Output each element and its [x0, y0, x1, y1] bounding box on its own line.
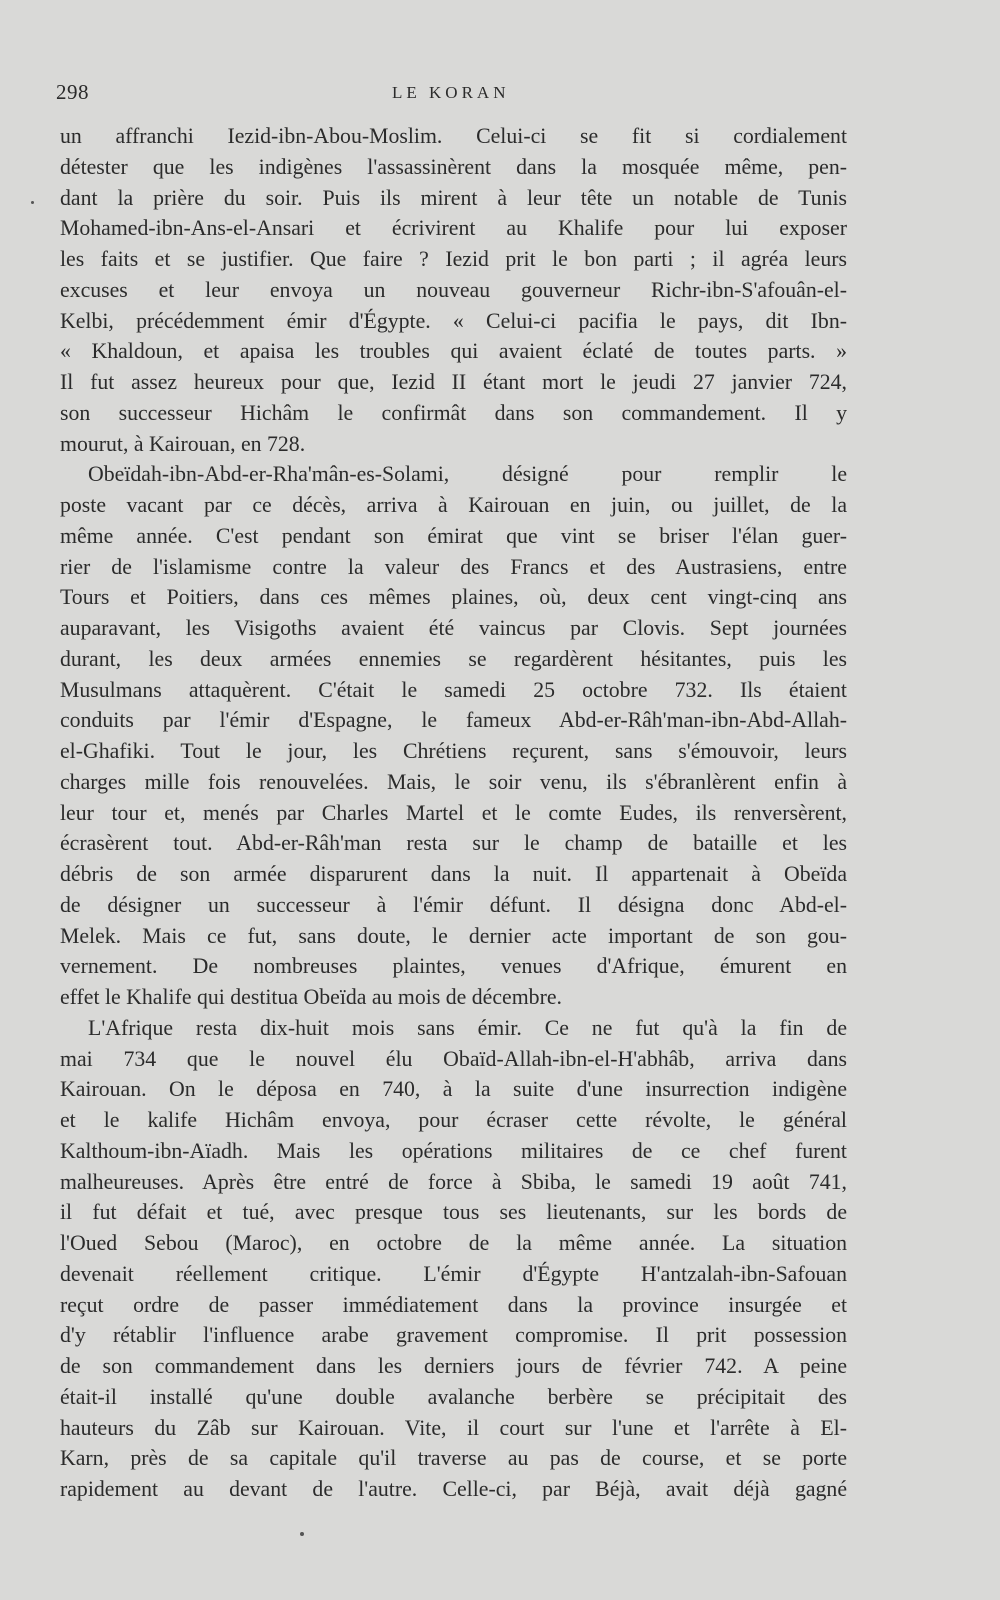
text-line: même année. C'est pendant son émirat que vint se briser l'élan guer- [60, 523, 847, 548]
page-number: 298 [56, 80, 89, 104]
text-line: leur tour et, menés par Charles Martel et le comte Eudes, ils renversèrent, [60, 800, 847, 825]
text-line: Karn, près de sa capitale qu'il traverse au pas de course, et se porte [60, 1446, 847, 1471]
text-line: Kelbi, précédemment émir d'Égypte. « Celui-ci pacifia le pays, dit Ibn- [60, 308, 847, 333]
text-line: l'Oued Sebou (Maroc), en octobre de la même année. La situation [60, 1231, 847, 1255]
text-line: conduits par l'émir d'Espagne, le fameux Abd-er-Râh'man-ibn-Abd-Allah- [60, 708, 847, 733]
text-line: mai 734 que le nouvel élu Obaïd-Allah-ibn-el-H'abhâb, arriva dans [60, 1046, 847, 1071]
text-line: rapidement au devant de l'autre. Celle-ci, par Béjà, avait déjà gagné [60, 1477, 847, 1501]
text-line: détester que les indigènes l'assassinèrent dans la mosquée même, pen- [60, 154, 847, 179]
text-line: Kalthoum-ibn-Aïadh. Mais les opérations militaires de ce chef furent [60, 1138, 847, 1163]
text-line: hauteurs du Zâb sur Kairouan. Vite, il court sur l'une et l'arrête à El- [60, 1415, 847, 1440]
text-line: auparavant, les Visigoths avaient été vaincus par Clovis. Sept journées [60, 616, 847, 640]
text-line: charges mille fois renouvelées. Mais, le soir venu, ils s'ébranlèrent enfin à [60, 769, 847, 794]
text-line: Kairouan. On le déposa en 740, à la suite d'une insurrection indigène [60, 1077, 847, 1102]
specks [300, 1532, 304, 1536]
text-line: reçut ordre de passer immédiatement dans la province insurgée et [60, 1292, 847, 1317]
text-line: el-Ghafiki. Tout le jour, les Chrétiens reçurent, sans s'émouvoir, leurs [60, 739, 847, 763]
text-line: mourut, à Kairouan, en 728. [60, 431, 306, 456]
text-line: devenait réellement critique. L'émir d'Égypte H'antzalah-ibn-Safouan [60, 1261, 847, 1286]
text-line: poste vacant par ce décès, arriva à Kairouan en juin, ou juillet, de la [60, 493, 847, 517]
text-line: débris de son armée disparurent dans la nuit. Il appartenait à Obeïda [60, 862, 847, 886]
text-line: de son commandement dans les derniers jours de février 742. A peine [60, 1354, 847, 1378]
specks [31, 201, 34, 204]
text-line: les faits et se justifier. Que faire ? Iezid prit le bon parti ; il agréa leurs [60, 247, 847, 271]
body-text [60, 121, 847, 1505]
text-line: Melek. Mais ce fut, sans doute, le dernier acte important de son gou- [60, 923, 847, 948]
text-line: Obeïdah-ibn-Abd-er-Rha'mân-es-Solami, désigné pour remplir le [88, 462, 847, 487]
text-line: écrasèrent tout. Abd-er-Râh'man resta sur le champ de bataille et les [60, 831, 847, 856]
text-line: il fut défait et tué, avec presque tous ses lieutenants, sur les bords de [60, 1200, 847, 1225]
text-line: un affranchi Iezid-ibn-Abou-Moslim. Celui-ci se fit si cordialement [60, 124, 847, 148]
text-line: dant la prière du soir. Puis ils mirent à leur tête un notable de Tunis [60, 185, 847, 210]
text-line: durant, les deux armées ennemies se regardèrent hésitantes, puis les [60, 646, 847, 671]
text-line: était-il installé qu'une double avalanche berbère se précipitait des [60, 1384, 847, 1409]
text-line: « Khaldoun, et apaisa les troubles qui avaient éclaté de toutes parts. » [60, 339, 847, 364]
text-line: d'y rétablir l'influence arabe gravement compromise. Il prit possession [60, 1323, 847, 1348]
text-line: Il fut assez heureux pour que, Iezid II étant mort le jeudi 27 janvier 724, [60, 370, 847, 394]
text-line: vernement. De nombreuses plaintes, venues d'Afrique, émurent en [60, 954, 847, 979]
text-line: malheureuses. Après être entré de force à Sbiba, le samedi 19 août 741, [60, 1169, 847, 1194]
text-line: Musulmans attaquèrent. C'était le samedi 25 octobre 732. Ils étaient [60, 677, 847, 702]
text-line: effet le Khalife qui destitua Obeïda au mois de décembre. [60, 985, 562, 1009]
text-line: Mohamed-ibn-Ans-el-Ansari et écrivirent au Khalife pour lui exposer [60, 216, 847, 241]
text-line: et le kalife Hichâm envoya, pour écraser cette révolte, le général [60, 1108, 847, 1132]
text-line: excuses et leur envoya un nouveau gouverneur Richr-ibn-S'afouân-el- [60, 277, 847, 302]
text-line: de désigner un successeur à l'émir défunt. Il désigna donc Abd-el- [60, 892, 847, 917]
text-line: L'Afrique resta dix-huit mois sans émir. Ce ne fut qu'à la fin de [88, 1015, 847, 1040]
page-header [56, 80, 856, 110]
text-line: Tours et Poitiers, dans ces mêmes plaines, où, deux cent vingt-cinq ans [60, 585, 847, 610]
text-line: rier de l'islamisme contre la valeur des Francs et des Austrasiens, entre [60, 554, 847, 579]
running-title: LE KORAN [392, 83, 510, 102]
text-line: son successeur Hichâm le confirmât dans son commandement. Il y [60, 400, 847, 425]
